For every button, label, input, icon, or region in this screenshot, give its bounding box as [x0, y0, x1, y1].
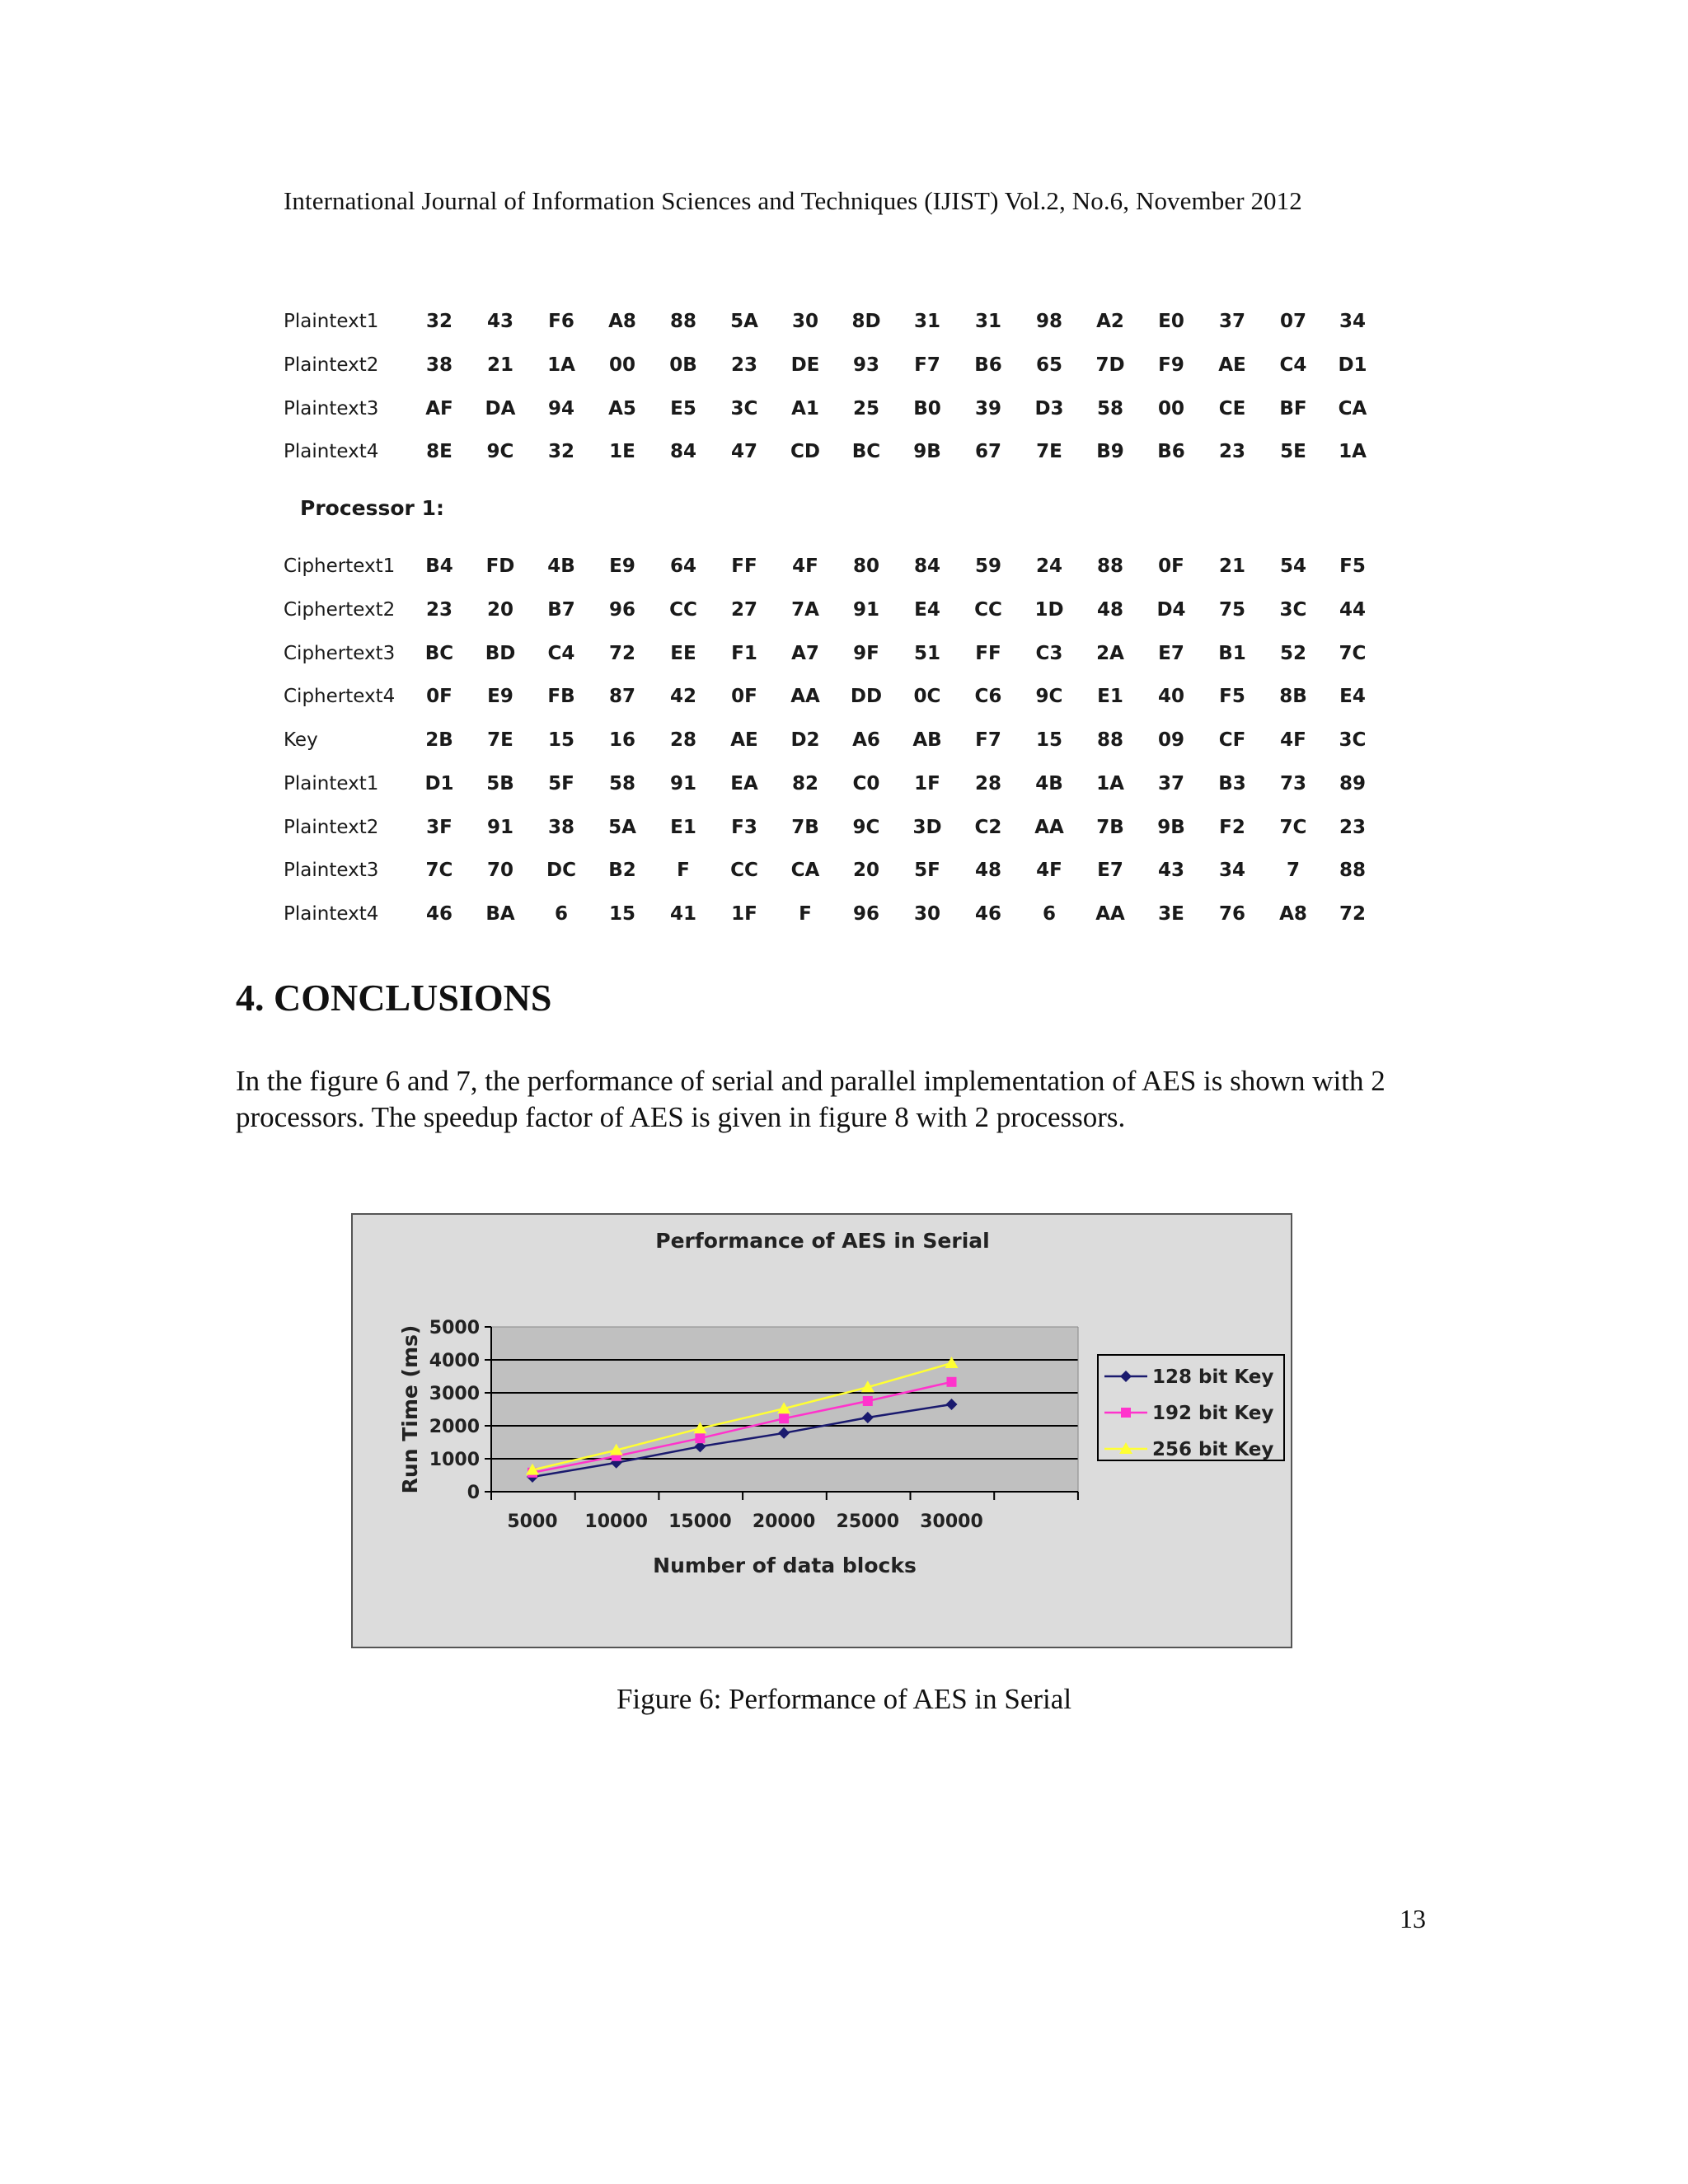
hex-cell: 91	[852, 599, 879, 621]
hex-cell: 4F	[1036, 860, 1062, 881]
hex-cell: C6	[974, 686, 1002, 707]
hex-cell: DE	[790, 354, 820, 376]
page-number: 13	[1400, 1904, 1426, 1933]
hex-cell: 64	[669, 555, 696, 577]
hex-cell: F5	[1339, 555, 1366, 577]
hex-cell: F	[677, 860, 690, 881]
row-label: Plaintext3	[284, 860, 379, 881]
hex-cell: 87	[608, 686, 635, 707]
hex-cell: 2B	[425, 729, 453, 751]
row-label: Plaintext1	[284, 311, 379, 332]
hex-cell: 34	[1339, 311, 1366, 332]
hex-cell: F9	[1158, 354, 1184, 376]
data-point	[947, 1377, 957, 1387]
table-row	[264, 686, 1418, 714]
hex-cell: F7	[975, 729, 1001, 751]
hex-cell: BC	[424, 643, 454, 664]
hex-cell: B4	[425, 555, 453, 577]
hex-cell: 23	[1218, 441, 1245, 462]
hex-cell: 91	[669, 773, 696, 794]
hex-cell: 76	[1218, 903, 1245, 925]
hex-cell: CC	[669, 599, 697, 621]
hex-cell: 6	[1042, 903, 1056, 925]
x-tick-label: 10000	[584, 1511, 648, 1532]
hex-cell: BC	[851, 441, 881, 462]
hex-cell: 5E	[1280, 441, 1306, 462]
hex-cell: 58	[1096, 398, 1123, 419]
hex-cell: CC	[974, 599, 1002, 621]
row-label: Plaintext1	[284, 773, 379, 794]
hex-cell: 30	[913, 903, 940, 925]
hex-cell: D3	[1034, 398, 1064, 419]
hex-cell: 47	[730, 441, 757, 462]
hex-cell: E9	[487, 686, 513, 707]
hex-cell: E4	[1339, 686, 1366, 707]
hex-cell: 88	[1096, 555, 1123, 577]
hex-cell: 15	[1035, 729, 1062, 751]
hex-cell: BA	[485, 903, 515, 925]
hex-cell: 5F	[914, 860, 940, 881]
hex-cell: DC	[546, 860, 576, 881]
hex-cell: CD	[790, 441, 820, 462]
hex-cell: 5F	[548, 773, 574, 794]
hex-cell: 75	[1218, 599, 1245, 621]
hex-cell: A8	[1279, 903, 1307, 925]
hex-cell: 89	[1339, 773, 1366, 794]
hex-cell: E1	[1097, 686, 1123, 707]
hex-cell: CE	[1218, 398, 1246, 419]
hex-cell: 84	[669, 441, 696, 462]
x-tick-label: 30000	[920, 1511, 983, 1532]
hex-cell: 15	[547, 729, 574, 751]
hex-cell: 91	[486, 817, 513, 838]
hex-cell: 27	[730, 599, 757, 621]
hex-cell: 37	[1218, 311, 1245, 332]
hex-cell: AA	[790, 686, 820, 707]
hex-cell: 0B	[669, 354, 697, 376]
hex-cell: 3D	[912, 817, 942, 838]
hex-cell: 38	[547, 817, 574, 838]
hex-cell: 32	[547, 441, 574, 462]
data-point	[779, 1413, 789, 1423]
hex-cell: F1	[731, 643, 757, 664]
hex-cell: 3C	[730, 398, 758, 419]
hex-cell: A6	[852, 729, 880, 751]
hex-cell: 7	[1286, 860, 1300, 881]
hex-cell: 1F	[731, 903, 757, 925]
hex-cell: 1A	[1339, 441, 1367, 462]
hex-cell: CC	[730, 860, 758, 881]
hex-cell: 20	[852, 860, 879, 881]
hex-cell: E0	[1158, 311, 1184, 332]
hex-cell: 09	[1157, 729, 1184, 751]
figure-6-chart	[351, 1213, 1292, 1648]
hex-cell: F	[799, 903, 812, 925]
hex-cell: 24	[1035, 555, 1062, 577]
row-label: Ciphertext3	[284, 643, 396, 664]
hex-cell: E4	[914, 599, 940, 621]
table-row	[264, 773, 1418, 801]
hex-cell: 8D	[851, 311, 881, 332]
hex-cell: 28	[974, 773, 1001, 794]
x-axis-label: Number of data blocks	[653, 1554, 917, 1577]
running-header: International Journal of Information Sciences and Techniques (IJIST) Vol.2, No.6, November 2012	[284, 186, 1302, 215]
hex-cell: 31	[913, 311, 940, 332]
hex-cell: B0	[913, 398, 941, 419]
hex-cell: 30	[791, 311, 818, 332]
legend-label: 128 bit Key	[1152, 1366, 1274, 1388]
hex-cell: E1	[670, 817, 696, 838]
hex-cell: 1D	[1034, 599, 1064, 621]
hex-cell: B9	[1096, 441, 1124, 462]
x-tick-label: 15000	[668, 1511, 732, 1532]
body-paragraph: In the figure 6 and 7, the performance of serial and parallel implementation of AES is shown with 2 processors. The speedup factor of AES is given in figure 8 with 2 processors.	[236, 1065, 1386, 1133]
hex-cell: 34	[1218, 860, 1245, 881]
hex-cell: F3	[731, 817, 757, 838]
hex-cell: 07	[1279, 311, 1306, 332]
hex-cell: 9F	[853, 643, 879, 664]
hex-cell: 88	[1096, 729, 1123, 751]
hex-cell: 1A	[1096, 773, 1124, 794]
hex-cell: 65	[1035, 354, 1062, 376]
hex-cell: 31	[974, 311, 1001, 332]
hex-cell: B6	[974, 354, 1002, 376]
hex-cell: AB	[912, 729, 942, 751]
hex-cell: 42	[669, 686, 696, 707]
row-label: Plaintext3	[284, 398, 379, 419]
hex-cell: 84	[913, 555, 940, 577]
row-label: Plaintext2	[284, 817, 379, 838]
hex-cell: 0F	[1158, 555, 1184, 577]
data-point	[863, 1396, 873, 1406]
hex-cell: C4	[1279, 354, 1307, 376]
hex-cell: A1	[791, 398, 819, 419]
hex-cell: 25	[852, 398, 879, 419]
hex-cell: 9C	[852, 817, 880, 838]
hex-cell: 4B	[1035, 773, 1063, 794]
hex-cell: 7B	[791, 817, 819, 838]
hex-cell: 23	[730, 354, 757, 376]
hex-cell: 48	[1096, 599, 1123, 621]
y-tick-label: 1000	[429, 1450, 480, 1470]
hex-cell: DD	[850, 686, 883, 707]
row-label: Ciphertext2	[284, 599, 396, 621]
hex-cell: 8B	[1279, 686, 1307, 707]
hex-cell: 28	[669, 729, 696, 751]
hex-cell: 40	[1157, 686, 1184, 707]
hex-cell: EA	[730, 773, 758, 794]
hex-cell: 52	[1279, 643, 1306, 664]
hex-cell: 46	[974, 903, 1001, 925]
hex-cell: 2A	[1096, 643, 1124, 664]
hex-cell: 80	[852, 555, 879, 577]
hex-cell: 72	[1339, 903, 1366, 925]
hex-cell: A8	[608, 311, 636, 332]
hex-cell: DA	[485, 398, 516, 419]
hex-cell: 7D	[1095, 354, 1125, 376]
hex-cell: 0F	[731, 686, 757, 707]
hex-cell: CA	[790, 860, 820, 881]
figure-caption: Figure 6: Performance of AES in Serial	[616, 1683, 1072, 1715]
hex-cell: 5A	[730, 311, 758, 332]
row-label: Ciphertext4	[284, 686, 396, 707]
hex-cell: 4F	[1280, 729, 1306, 751]
hex-cell: 4F	[792, 555, 818, 577]
hex-cell: 39	[974, 398, 1001, 419]
hex-cell: AA	[1034, 817, 1064, 838]
hex-cell: BD	[485, 643, 516, 664]
hex-cell: 7E	[1036, 441, 1062, 462]
hex-cell: D2	[790, 729, 820, 751]
hex-cell: 72	[608, 643, 635, 664]
table-row	[264, 729, 1418, 757]
hex-cell: 9C	[1035, 686, 1063, 707]
hex-cell: 5A	[608, 817, 636, 838]
hex-cell: 94	[547, 398, 574, 419]
hex-cell: 7E	[487, 729, 513, 751]
hex-cell: 67	[974, 441, 1001, 462]
hex-cell: 48	[974, 860, 1001, 881]
x-tick-label: 25000	[836, 1511, 900, 1532]
hex-cell: 4B	[547, 555, 575, 577]
hex-cell: 44	[1339, 599, 1366, 621]
hex-cell: 21	[1218, 555, 1245, 577]
hex-cell: 41	[669, 903, 696, 925]
hex-cell: 5B	[486, 773, 514, 794]
hex-cell: EE	[670, 643, 696, 664]
table-row	[264, 860, 1418, 888]
hex-cell: 96	[852, 903, 879, 925]
hex-cell: 20	[486, 599, 513, 621]
hex-cell: A7	[791, 643, 819, 664]
y-axis-label: Run Time (ms)	[398, 1324, 422, 1494]
table-row	[264, 903, 1418, 931]
legend-label: 256 bit Key	[1152, 1439, 1274, 1460]
chart-title: Performance of AES in Serial	[655, 1229, 990, 1253]
hex-cell: 37	[1157, 773, 1184, 794]
section-title: 4. CONCLUSIONS	[236, 977, 552, 1019]
hex-cell: 23	[1339, 817, 1366, 838]
hex-cell: 7B	[1096, 817, 1124, 838]
hex-cell: 88	[669, 311, 696, 332]
hex-cell: 43	[1157, 860, 1184, 881]
hex-cell: A5	[608, 398, 636, 419]
hex-cell: 73	[1279, 773, 1306, 794]
hex-cell: AE	[730, 729, 758, 751]
hex-cell: E7	[1097, 860, 1123, 881]
hex-cell: 0C	[913, 686, 941, 707]
hex-cell: 1A	[547, 354, 575, 376]
hex-cell: CF	[1218, 729, 1246, 751]
hex-cell: F7	[914, 354, 940, 376]
hex-cell: B6	[1157, 441, 1185, 462]
hex-cell: 7C	[1339, 643, 1367, 664]
hex-cell: D1	[1338, 354, 1367, 376]
hex-cell: 51	[913, 643, 940, 664]
y-tick-label: 3000	[429, 1384, 480, 1404]
hex-cell: 9B	[1157, 817, 1185, 838]
hex-cell: 16	[608, 729, 635, 751]
hex-cell: FB	[547, 686, 575, 707]
legend-marker	[1121, 1408, 1131, 1418]
hex-cell: 00	[1157, 398, 1184, 419]
hex-cell: 3F	[426, 817, 452, 838]
hex-cell: AA	[1095, 903, 1125, 925]
table-row	[264, 555, 1418, 583]
hex-cell: B7	[547, 599, 575, 621]
hex-cell: 8E	[426, 441, 452, 462]
hex-cell: 9C	[486, 441, 514, 462]
hex-cell: 32	[425, 311, 452, 332]
hex-cell: 15	[608, 903, 635, 925]
hex-cell: 0F	[426, 686, 452, 707]
y-tick-label: 0	[467, 1483, 480, 1503]
x-tick-label: 20000	[752, 1511, 816, 1532]
hex-cell: F2	[1219, 817, 1245, 838]
hex-cell: 7A	[791, 599, 819, 621]
hex-cell: 23	[425, 599, 452, 621]
hex-cell: D1	[424, 773, 454, 794]
hex-cell: 1E	[609, 441, 635, 462]
row-label: Plaintext4	[284, 441, 379, 462]
hex-cell: 54	[1279, 555, 1306, 577]
hex-cell: 43	[486, 311, 513, 332]
hex-cell: C3	[1035, 643, 1063, 664]
hex-cell: B1	[1218, 643, 1246, 664]
hex-cell: 1F	[914, 773, 940, 794]
hex-cell: C2	[974, 817, 1002, 838]
hex-cell: 93	[852, 354, 879, 376]
data-point	[695, 1433, 705, 1443]
hex-cell: CA	[1338, 398, 1367, 419]
hex-cell: 9B	[913, 441, 941, 462]
hex-cell: 98	[1035, 311, 1062, 332]
hex-cell: 21	[486, 354, 513, 376]
hex-cell: 70	[486, 860, 513, 881]
hex-cell: F5	[1219, 686, 1245, 707]
hex-cell: 6	[554, 903, 568, 925]
y-tick-label: 4000	[429, 1351, 480, 1371]
hex-cell: B2	[608, 860, 636, 881]
processor-heading: Processor 1:	[300, 496, 444, 520]
hex-cell: E5	[670, 398, 696, 419]
hex-cell: 58	[608, 773, 635, 794]
table-row	[264, 599, 1418, 627]
hex-cell: E7	[1158, 643, 1184, 664]
hex-cell: 38	[425, 354, 452, 376]
row-label: Plaintext2	[284, 354, 379, 376]
table-row	[264, 817, 1418, 845]
hex-cell: 3C	[1339, 729, 1367, 751]
table-row	[264, 643, 1418, 671]
hex-cell: D4	[1156, 599, 1186, 621]
hex-cell: AF	[425, 398, 453, 419]
hex-cell: 46	[425, 903, 452, 925]
hex-cell: 82	[791, 773, 818, 794]
y-tick-label: 5000	[429, 1318, 480, 1338]
hex-cell: B3	[1218, 773, 1246, 794]
hex-cell: E9	[609, 555, 635, 577]
hex-cell: 59	[974, 555, 1001, 577]
hex-cell: A2	[1096, 311, 1124, 332]
row-label: Ciphertext1	[284, 555, 396, 577]
hex-cell: 3C	[1279, 599, 1307, 621]
hex-cell: 7C	[425, 860, 453, 881]
hex-cell: F6	[548, 311, 574, 332]
hex-cell: FF	[975, 643, 1001, 664]
hex-cell: AE	[1218, 354, 1246, 376]
hex-cell: 3E	[1158, 903, 1184, 925]
hex-cell: FD	[485, 555, 515, 577]
hex-cell: C4	[547, 643, 575, 664]
chart-svg	[353, 1215, 1291, 1647]
x-tick-label: 5000	[507, 1511, 558, 1532]
row-label: Plaintext4	[284, 903, 379, 925]
hex-cell: FF	[731, 555, 757, 577]
hex-cell: 88	[1339, 860, 1366, 881]
hex-cell: BF	[1279, 398, 1307, 419]
hex-cell: 00	[608, 354, 635, 376]
hex-cell: 7C	[1279, 817, 1307, 838]
y-tick-label: 2000	[429, 1417, 480, 1437]
hex-cell: C0	[852, 773, 880, 794]
row-label: Key	[284, 729, 318, 751]
hex-cell: 96	[608, 599, 635, 621]
legend-label: 192 bit Key	[1152, 1403, 1274, 1424]
